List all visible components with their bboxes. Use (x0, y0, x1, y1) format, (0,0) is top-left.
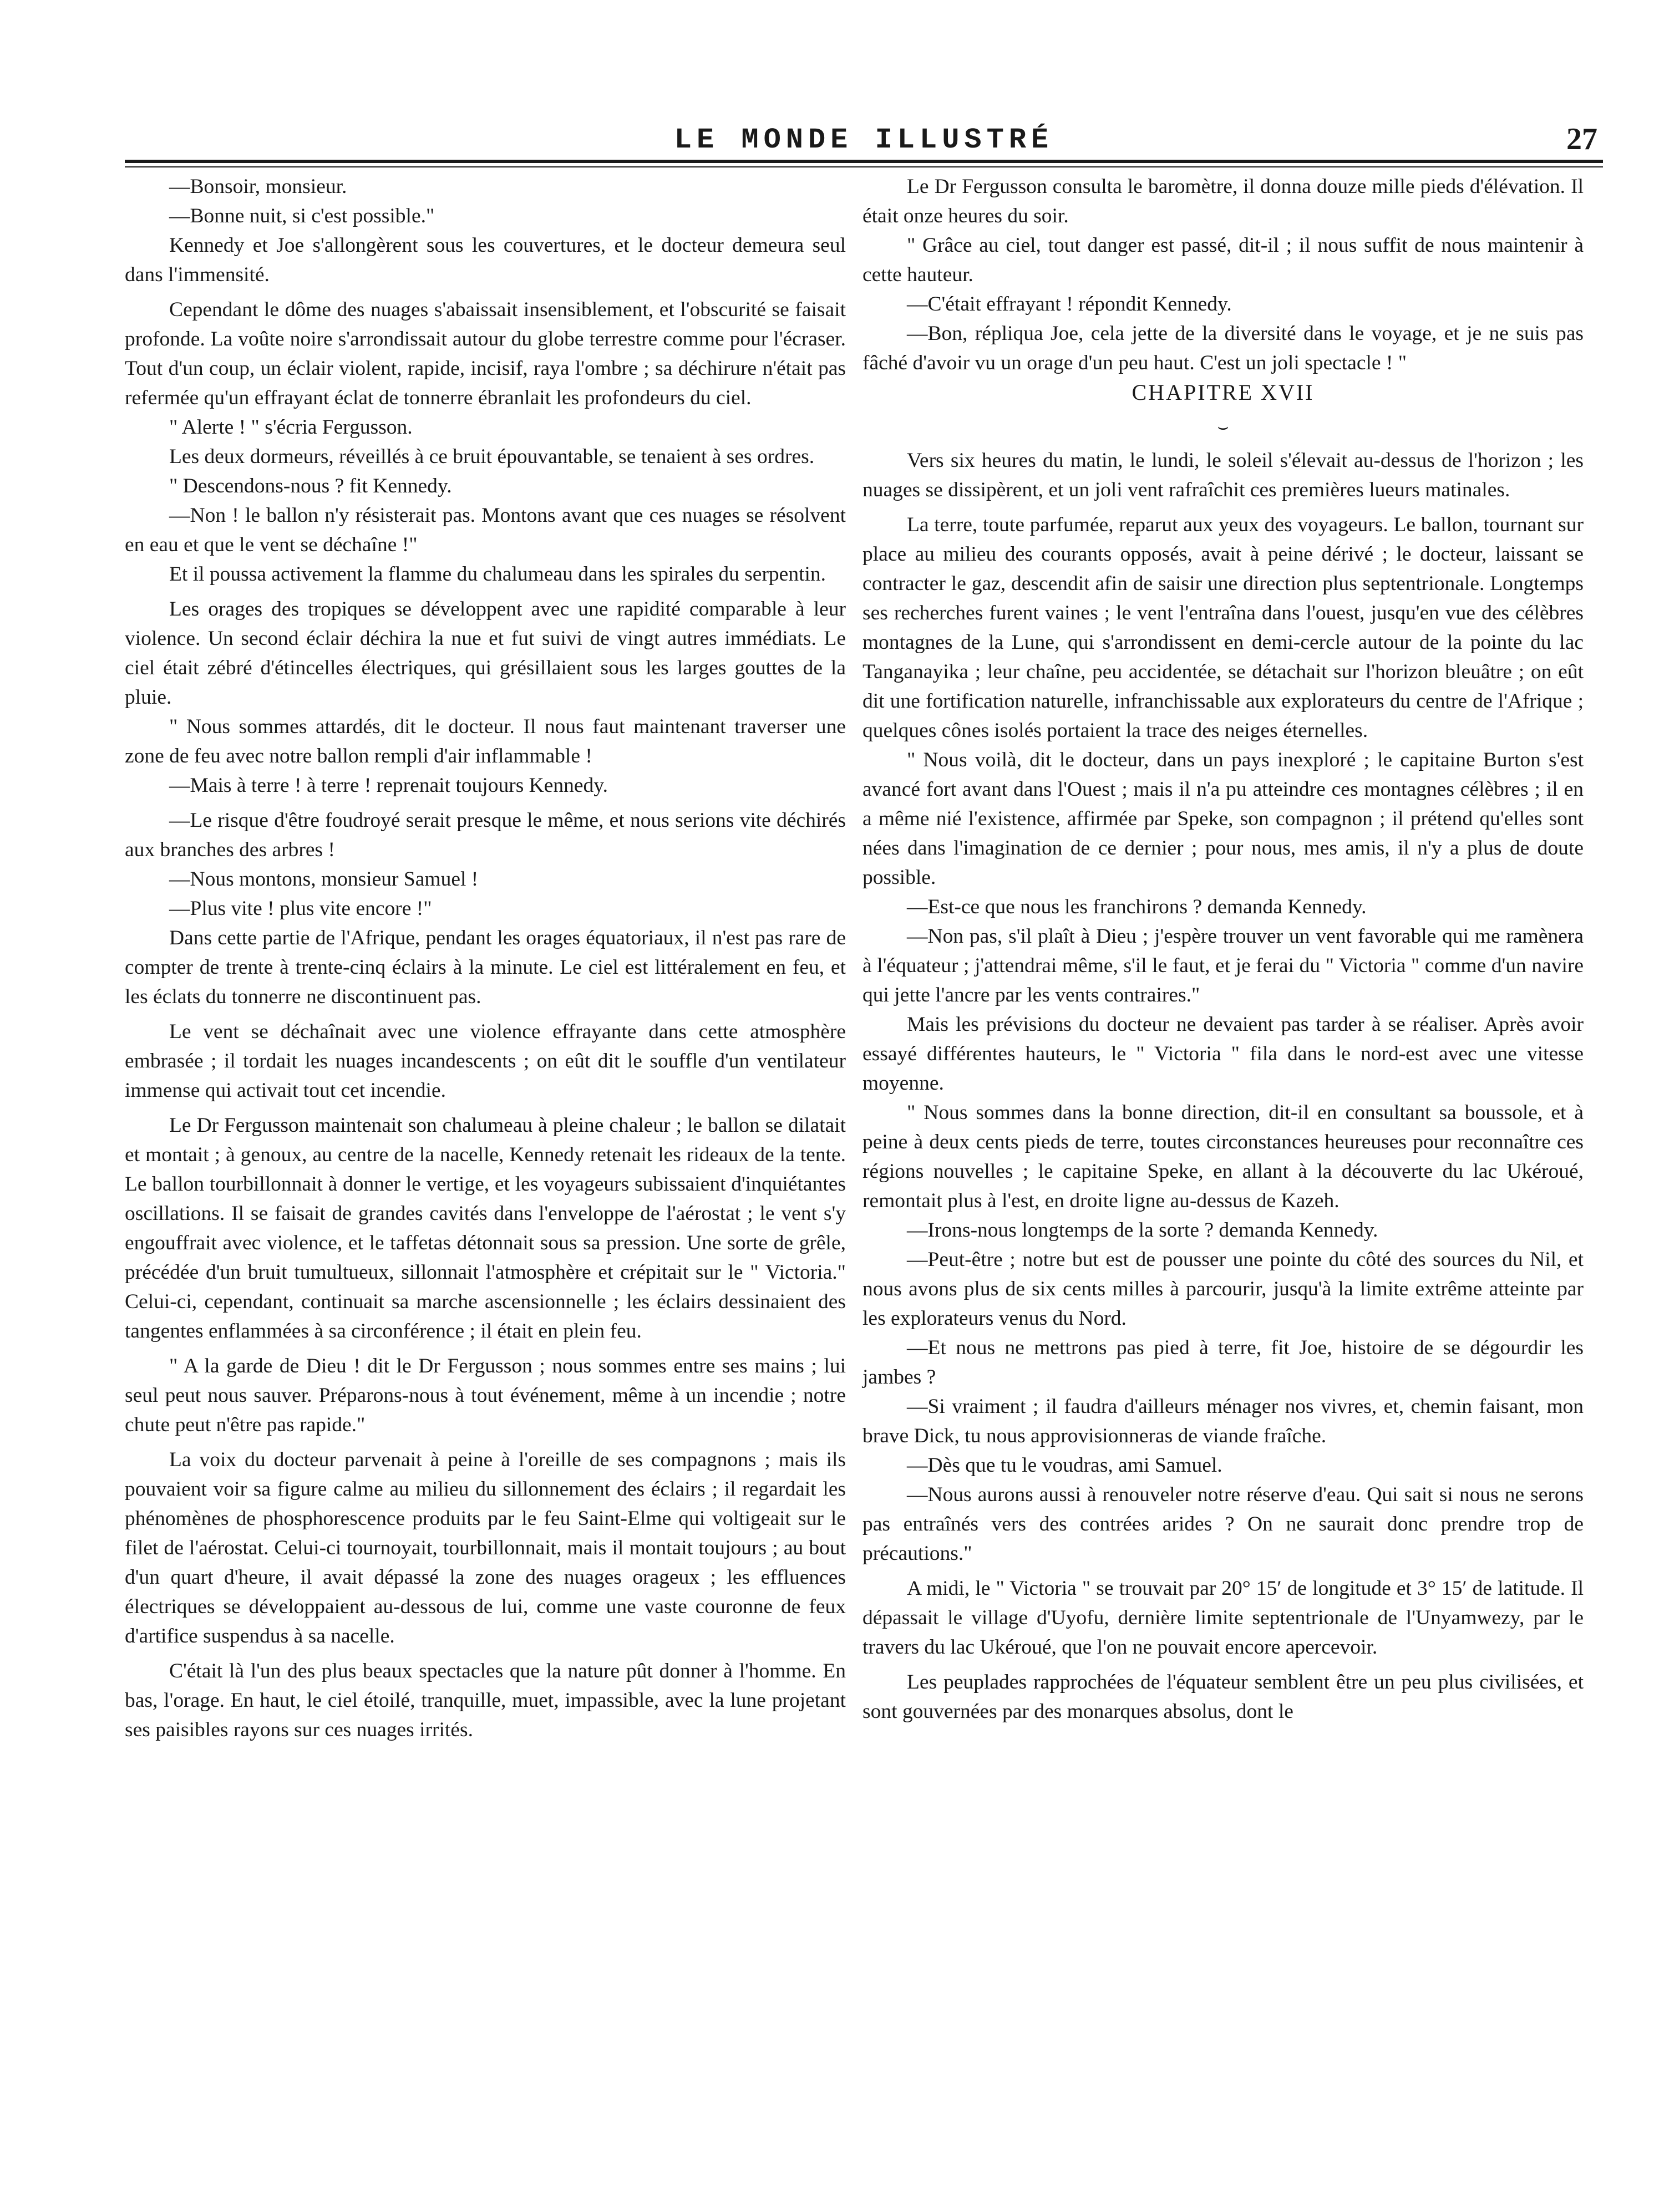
paragraph: Et il poussa activement la flamme du chalumeau dans les spirales du serpentin. (169, 563, 826, 586)
paragraph: A midi, le " Victoria " se trouvait par 20° 15′ de longitude et 3° 15′ de latitude. Il dépassait le village d'Uyofu, dernière limite septentrionale de l'Unyamwezy, par le travers du lac Ukéroué, que l'on ne pouvait encore apercevoir. (862, 1577, 1584, 1659)
paragraph: " Nous sommes attardés, dit le docteur. Il nous faut maintenant traverser une zone de feu avec notre ballon rempli d'air inflammable ! (125, 715, 846, 767)
paragraph: Vers six heures du matin, le lundi, le soleil s'élevait au-dessus de l'horizon ; les nuages se dissipèrent, et un joli vent rafraîchit ces premières lueurs matinales. (862, 449, 1584, 501)
paragraph: Le vent se déchaînait avec une violence effrayante dans cette atmosphère embrasée ; il tordait les nuages incandescents ; on eût dit le souffle d'un ventilateur immense qui activait tout cet incendie. (125, 1020, 846, 1102)
paragraph: Kennedy et Joe s'allongèrent sous les couvertures, et le docteur demeura seul dans l'immensité. (125, 234, 846, 286)
paragraph: —Non ! le ballon n'y résisterait pas. Montons avant que ces nuages se résolvent en eau et que le vent se déchaîne !" (125, 504, 846, 556)
chapter-heading: CHAPITRE XVII (1132, 380, 1315, 405)
paragraph: —Le risque d'être foudroyé serait presque le même, et nous serions vite déchirés aux branches des arbres ! (125, 809, 846, 861)
paragraph: —Bonne nuit, si c'est possible." (169, 205, 435, 227)
paragraph: —Est-ce que nous les franchirons ? demanda Kennedy. (907, 896, 1367, 918)
paragraph: —Nous montons, monsieur Samuel ! (169, 868, 479, 891)
paragraph: —C'était effrayant ! répondit Kennedy. (907, 293, 1232, 316)
paragraph: Les peuplades rapprochées de l'équateur semblent être un peu plus civilisées, et sont gouvernées par des monarques absolus, dont le (862, 1671, 1584, 1723)
paragraph: La voix du docteur parvenait à peine à l'oreille de ses compagnons ; mais ils pouvaient voir sa figure calme au milieu du sillonnement des éclairs ; il regardait les phénomènes de phosphorescence produits par le feu Saint-Elme qui voltigeait sur le filet de l'aérostat. Celui-ci tournoyait, tourbillonnait, mais il montait toujours ; au bout d'un quart d'heure, il avait dépassé la zone des nuages orageux ; les effluences électriques se développaient au-dessous de lui, comme une vaste couronne de feux d'artifice suspendus à sa nacelle. (125, 1448, 846, 1647)
paragraph: —Et nous ne mettrons pas pied à terre, fit Joe, histoire de se dégourdir les jambes ? (862, 1336, 1584, 1389)
paragraph: Le Dr Fergusson consulta le baromètre, il donna douze mille pieds d'élévation. Il était onze heures du soir. (862, 175, 1584, 227)
paragraph: Cependant le dôme des nuages s'abaissait insensiblement, et l'obscurité se faisait profonde. La voûte noire s'arrondissait autour du globe terrestre comme pour l'écraser. Tout d'un coup, un éclair violent, rapide, incisif, raya l'ombre ; sa déchirure n'était pas refermée qu'un effrayant éclat de tonnerre ébranlait les profondeurs du ciel. (125, 298, 846, 409)
paragraph: " Nous voilà, dit le docteur, dans un pays inexploré ; le capitaine Burton s'est avancé fort avant dans l'Ouest ; mais il n'a pu atteindre ces montagnes célèbres ; il en a même nié l'existence, affirmée par Speke, son compagnon ; il prétend qu'elles sont nées dans l'imagination de ce dernier ; pour nous, mes amis, il n'y a plus de doute possible. (862, 749, 1584, 889)
paragraph: —Si vraiment ; il faudra d'ailleurs ménager nos vivres, et, chemin faisant, mon brave Dick, tu nous approvisionneras de viande fraîche. (862, 1395, 1584, 1447)
paragraph: Les orages des tropiques se développent avec une rapidité comparable à leur violence. Un second éclair déchira la nue et fut suivi de vingt autres immédiats. Le ciel était zébré d'étincelles électriques, qui grésillaient sous les larges gouttes de la pluie. (125, 598, 846, 709)
paragraph: " A la garde de Dieu ! dit le Dr Fergusson ; nous sommes entre ses mains ; lui seul peut nous sauver. Préparons-nous à tout événement, même à un incendie ; notre chute peut n'être pas rapide." (125, 1355, 846, 1436)
paragraph: " Grâce au ciel, tout danger est passé, dit-il ; il nous suffit de nous maintenir à cette hauteur. (862, 234, 1584, 286)
paragraph: " Nous sommes dans la bonne direction, dit-il en consultant sa boussole, et à peine à deux cents pieds de terre, toutes circonstances heureuses pour reconnaître ces régions nouvelles ; le capitaine Speke, en allant à la découverte du lac Ukéroué, remontait plus à l'est, en droite ligne au-dessus de Kazeh. (862, 1101, 1584, 1212)
running-title: LE MONDE ILLUSTRÉ (674, 124, 1054, 156)
paragraph: —Irons-nous longtemps de la sorte ? demanda Kennedy. (907, 1219, 1378, 1242)
paragraph: C'était là l'un des plus beaux spectacles que la nature pût donner à l'homme. En bas, l'orage. En haut, le ciel étoilé, tranquille, muet, impassible, avec la lune projetant ses paisibles rayons sur ces nuages irrités. (125, 1660, 846, 1741)
paragraph: —Bonsoir, monsieur. (169, 175, 347, 198)
page-number: 27 (1566, 122, 1597, 156)
left-column (125, 172, 846, 1745)
paragraph: Mais les prévisions du docteur ne devaient pas tarder à se réaliser. Après avoir essayé différentes hauteurs, le " Victoria " fila dans le nord-est avec une vitesse moyenne. (862, 1013, 1584, 1095)
paragraph: —Nous aurons aussi à renouveler notre réserve d'eau. Qui sait si nous ne serons pas entraînés vers des contrées arides ? On ne saurait donc prendre trop de précautions." (862, 1483, 1584, 1565)
paragraph: Le Dr Fergusson maintenait son chalumeau à pleine chaleur ; le ballon se dilatait et montait ; à genoux, au centre de la nacelle, Kennedy retenait les rideaux de la tente. Le ballon tourbillonnait à donner le vertige, et les voyageurs subissaient d'inquiétantes oscillations. Il se faisait de grandes cavités dans l'enveloppe de l'aérostat ; le vent s'y engouffrait avec violence, et le taffetas détonnait sous sa pression. Une sorte de grêle, précédée d'un bruit tumultueux, sillonnait l'atmosphère et crépitait sur le " Victoria." Celui-ci, cependant, continuait sa marche ascensionnelle ; les éclairs dessinaient des tangentes enflammées à sa circonférence ; il était en plein feu. (125, 1114, 846, 1343)
paragraph: Dans cette partie de l'Afrique, pendant les orages équatoriaux, il n'est pas rare de compter de trente à trente-cinq éclairs à la minute. Le ciel est littéralement en feu, et les éclats du tonnerre ne discontinuent pas. (125, 927, 846, 1008)
paragraph: —Non pas, s'il plaît à Dieu ; j'espère trouver un vent favorable qui me ramènera à l'équateur ; j'attendrai même, s'il le faut, et je ferai du " Victoria " comme d'un navire qui jette l'ancre par les vents contraires." (862, 925, 1584, 1006)
paragraph: —Bon, répliqua Joe, cela jette de la diversité dans le voyage, et je ne suis pas fâché d'avoir vu un orage d'un peu haut. C'est un joli spectacle ! " (862, 322, 1584, 374)
paragraph: —Dès que tu le voudras, ami Samuel. (907, 1454, 1222, 1477)
paragraph: " Alerte ! " s'écria Fergusson. (169, 416, 413, 439)
header-rule-thick (125, 160, 1603, 163)
header-rule-thin (125, 166, 1603, 167)
paragraph: —Peut-être ; notre but est de pousser une pointe du côté des sources du Nil, et nous avons plus de six cents milles à parcourir, jusqu'à la limite extrême atteinte par les explorateurs venus du Nord. (862, 1248, 1584, 1330)
page-header (125, 114, 1603, 161)
paragraph: Les deux dormeurs, réveillés à ce bruit épouvantable, se tenaient à ses ordres. (169, 445, 815, 468)
right-column (862, 172, 1584, 1726)
paragraph: " Descendons-nous ? fit Kennedy. (169, 475, 452, 497)
paragraph: —Mais à terre ! à terre ! reprenait toujours Kennedy. (169, 774, 608, 797)
paragraph: —Plus vite ! plus vite encore !" (169, 897, 432, 920)
paragraph: La terre, toute parfumée, reparut aux yeux des voyageurs. Le ballon, tournant sur place au milieu des courants opposés, avait à peine dérivé ; le docteur, laissant se contracter le gaz, descendit afin de saisir une direction plus septentrionale. Longtemps ses recherches furent vaines ; le vent l'entraîna dans l'ouest, jusqu'en vue des célèbres montagnes de la Lune, qui s'arrondissent en demi-cercle autour de la pointe du lac Tanganayika ; leur chaîne, peu accidentée, se détachait sur l'horizon bleuâtre ; on eût dit une fortification naturelle, infranchissable aux explorateurs du centre de l'Afrique ; quelques cônes isolés portaient la trace des neiges éternelles. (862, 513, 1584, 742)
chapter-ornament: ⌣ (1217, 416, 1229, 436)
